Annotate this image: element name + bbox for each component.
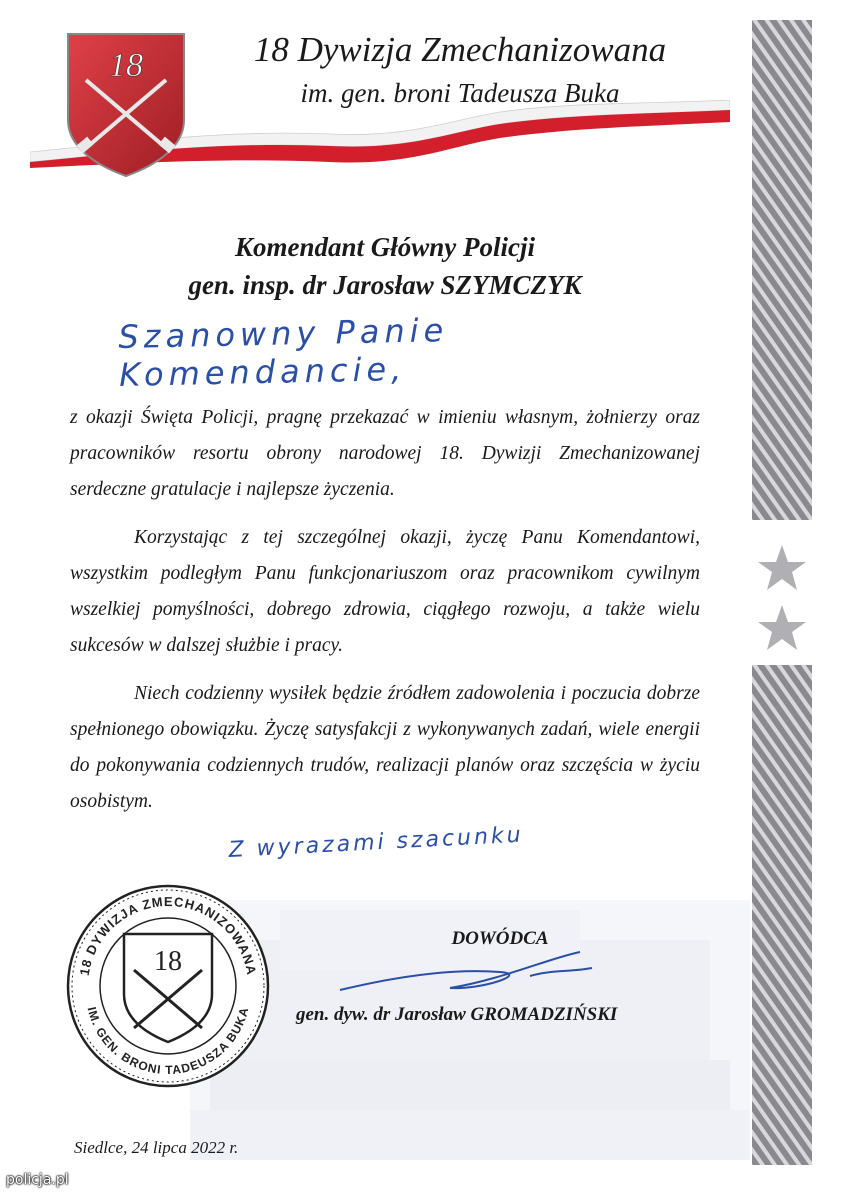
division-seal [64, 882, 272, 1090]
addressee-name: gen. insp. dr Jarosław SZYMCZYK [188, 270, 582, 300]
handwritten-signature [330, 950, 600, 1005]
source-watermark: policja.pl [6, 1172, 69, 1188]
division-subtitle: im. gen. broni Tadeusza Buka [300, 78, 620, 108]
seal-number: 18 [154, 946, 182, 977]
letter-date: Siedlce, 24 lipca 2022 r. [74, 1138, 239, 1157]
signer-name: gen. dyw. dr Jarosław GROMADZIŃSKI [296, 1004, 618, 1025]
signer-role: DOWÓDCA [451, 928, 549, 949]
seal-top-text: 18 DYWIZJA ZMECHANIZOWANA [76, 893, 260, 977]
handwritten-salutation: Szanowny Panie Komendancie, [118, 311, 449, 394]
handwritten-closing: Z wyrazami szacunku [228, 822, 525, 863]
body-paragraph-3: Niech codzienny wysiłek będzie źródłem zadowolenia i poczucia dobrze spełnionego obowiązku. Życzę satysfakcji z wykonywanych zadań, wiele energii do pokonywania codziennych trudów, realizacji planów oraz szczęścia w życiu osobistym. [70, 683, 700, 812]
seal-bottom-text: IM. GEN. BRONI TADEUSZA BUKA [84, 1005, 252, 1078]
emblem-number: 18 [109, 47, 143, 84]
body-paragraph-2: Korzystając z tej szczególnej okazji, życzę Panu Komendantowi, wszystkim podległym Panu funkcjonariuszom oraz pracownikom cywilnym wszelkiej pomyślności, dobrego zdrowia, ciągłego rozwoju, a także wielu sukcesów w dalszej służbie i pracy. [70, 527, 700, 656]
division-title: 18 Dywizja Zmechanizowana [253, 30, 667, 69]
division-emblem [64, 28, 188, 178]
decorative-side-stripe [752, 20, 812, 1165]
body-paragraph-1: z okazji Święta Policji, pragnę przekazać w imieniu własnym, żołnierzy oraz pracowników resortu obrony narodowej 18. Dywizji Zmechanizowanej serdeczne gratulacje i najlepsze życzenia. [70, 407, 700, 500]
addressee-title: Komendant Główny Policji [234, 232, 536, 262]
letter-body [70, 400, 700, 832]
